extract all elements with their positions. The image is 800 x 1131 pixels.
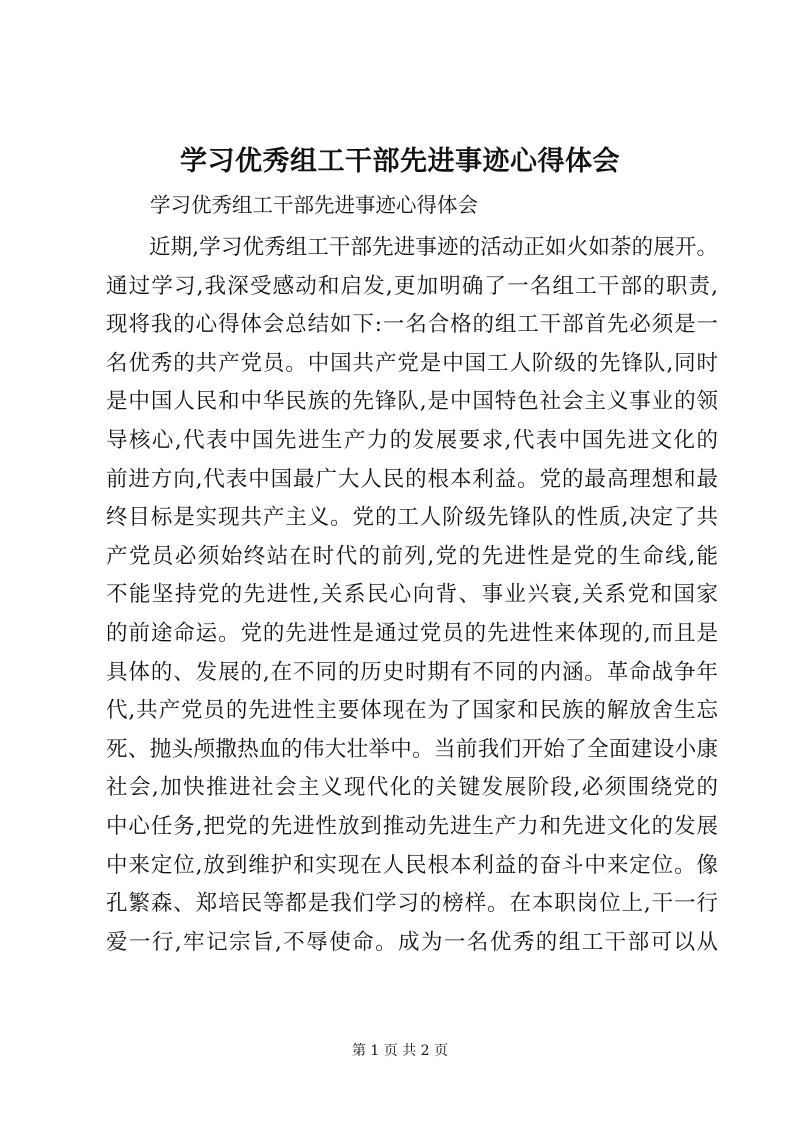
- text-line: 名优秀的共产党员。中国共产党是中国工人阶级的先锋队,同时: [106, 350, 718, 376]
- page-number-footer: 第 1 页 共 2 页: [351, 1043, 449, 1059]
- body-paragraph: [106, 229, 718, 962]
- text-line: 导核心,代表中国先进生产力的发展要求,代表中国先进文化的: [106, 427, 718, 453]
- text-line: 前进方向,代表中国最广大人民的根本利益。党的最高理想和最: [106, 466, 718, 492]
- text-line: 爱一行,牢记宗旨,不辱使命。成为一名优秀的组工干部可以从: [106, 929, 718, 955]
- text-line: 终目标是实现共产主义。党的工人阶级先锋队的性质,决定了共: [106, 505, 718, 531]
- text-line: 产党员必须始终站在时代的前列,党的先进性是党的生命线,能: [106, 543, 718, 569]
- text-line: 的前途命运。党的先进性是通过党员的先进性来体现的,而且是: [106, 620, 718, 646]
- text-line: 社会,加快推进社会主义现代化的关键发展阶段,必须围绕党的: [106, 775, 718, 801]
- text-line: 具体的、发展的,在不同的历史时期有不同的内涵。革命战争年: [106, 659, 718, 685]
- text-line: 是中国人民和中华民族的先锋队,是中国特色社会主义事业的领: [106, 389, 718, 415]
- text-line: 中心任务,把党的先进性放到推动先进生产力和先进文化的发展: [106, 813, 718, 839]
- document-title: 学习优秀组工干部先进事迹心得体会: [180, 146, 620, 177]
- document-subtitle: 学习优秀组工干部先进事迹心得体会: [150, 193, 478, 217]
- text-line: 死、抛头颅撒热血的伟大壮举中。当前我们开始了全面建设小康: [106, 736, 718, 762]
- text-line: 代,共产党员的先进性主要体现在为了国家和民族的解放舍生忘: [106, 698, 718, 724]
- text-line: 孔繁森、郑培民等都是我们学习的榜样。在本职岗位上,干一行: [106, 891, 718, 917]
- text-line: 近期,学习优秀组工干部先进事迹的活动正如火如荼的展开。: [149, 235, 718, 260]
- text-line: 不能坚持党的先进性,关系民心向背、事业兴衰,关系党和国家: [106, 582, 718, 608]
- text-line: 中来定位,放到维护和实现在人民根本利益的奋斗中来定位。像: [106, 852, 718, 878]
- text-line: 通过学习,我深受感动和启发,更加明确了一名组工干部的职责,: [106, 273, 718, 299]
- text-line: 现将我的心得体会总结如下:一名合格的组工干部首先必须是一: [106, 312, 718, 338]
